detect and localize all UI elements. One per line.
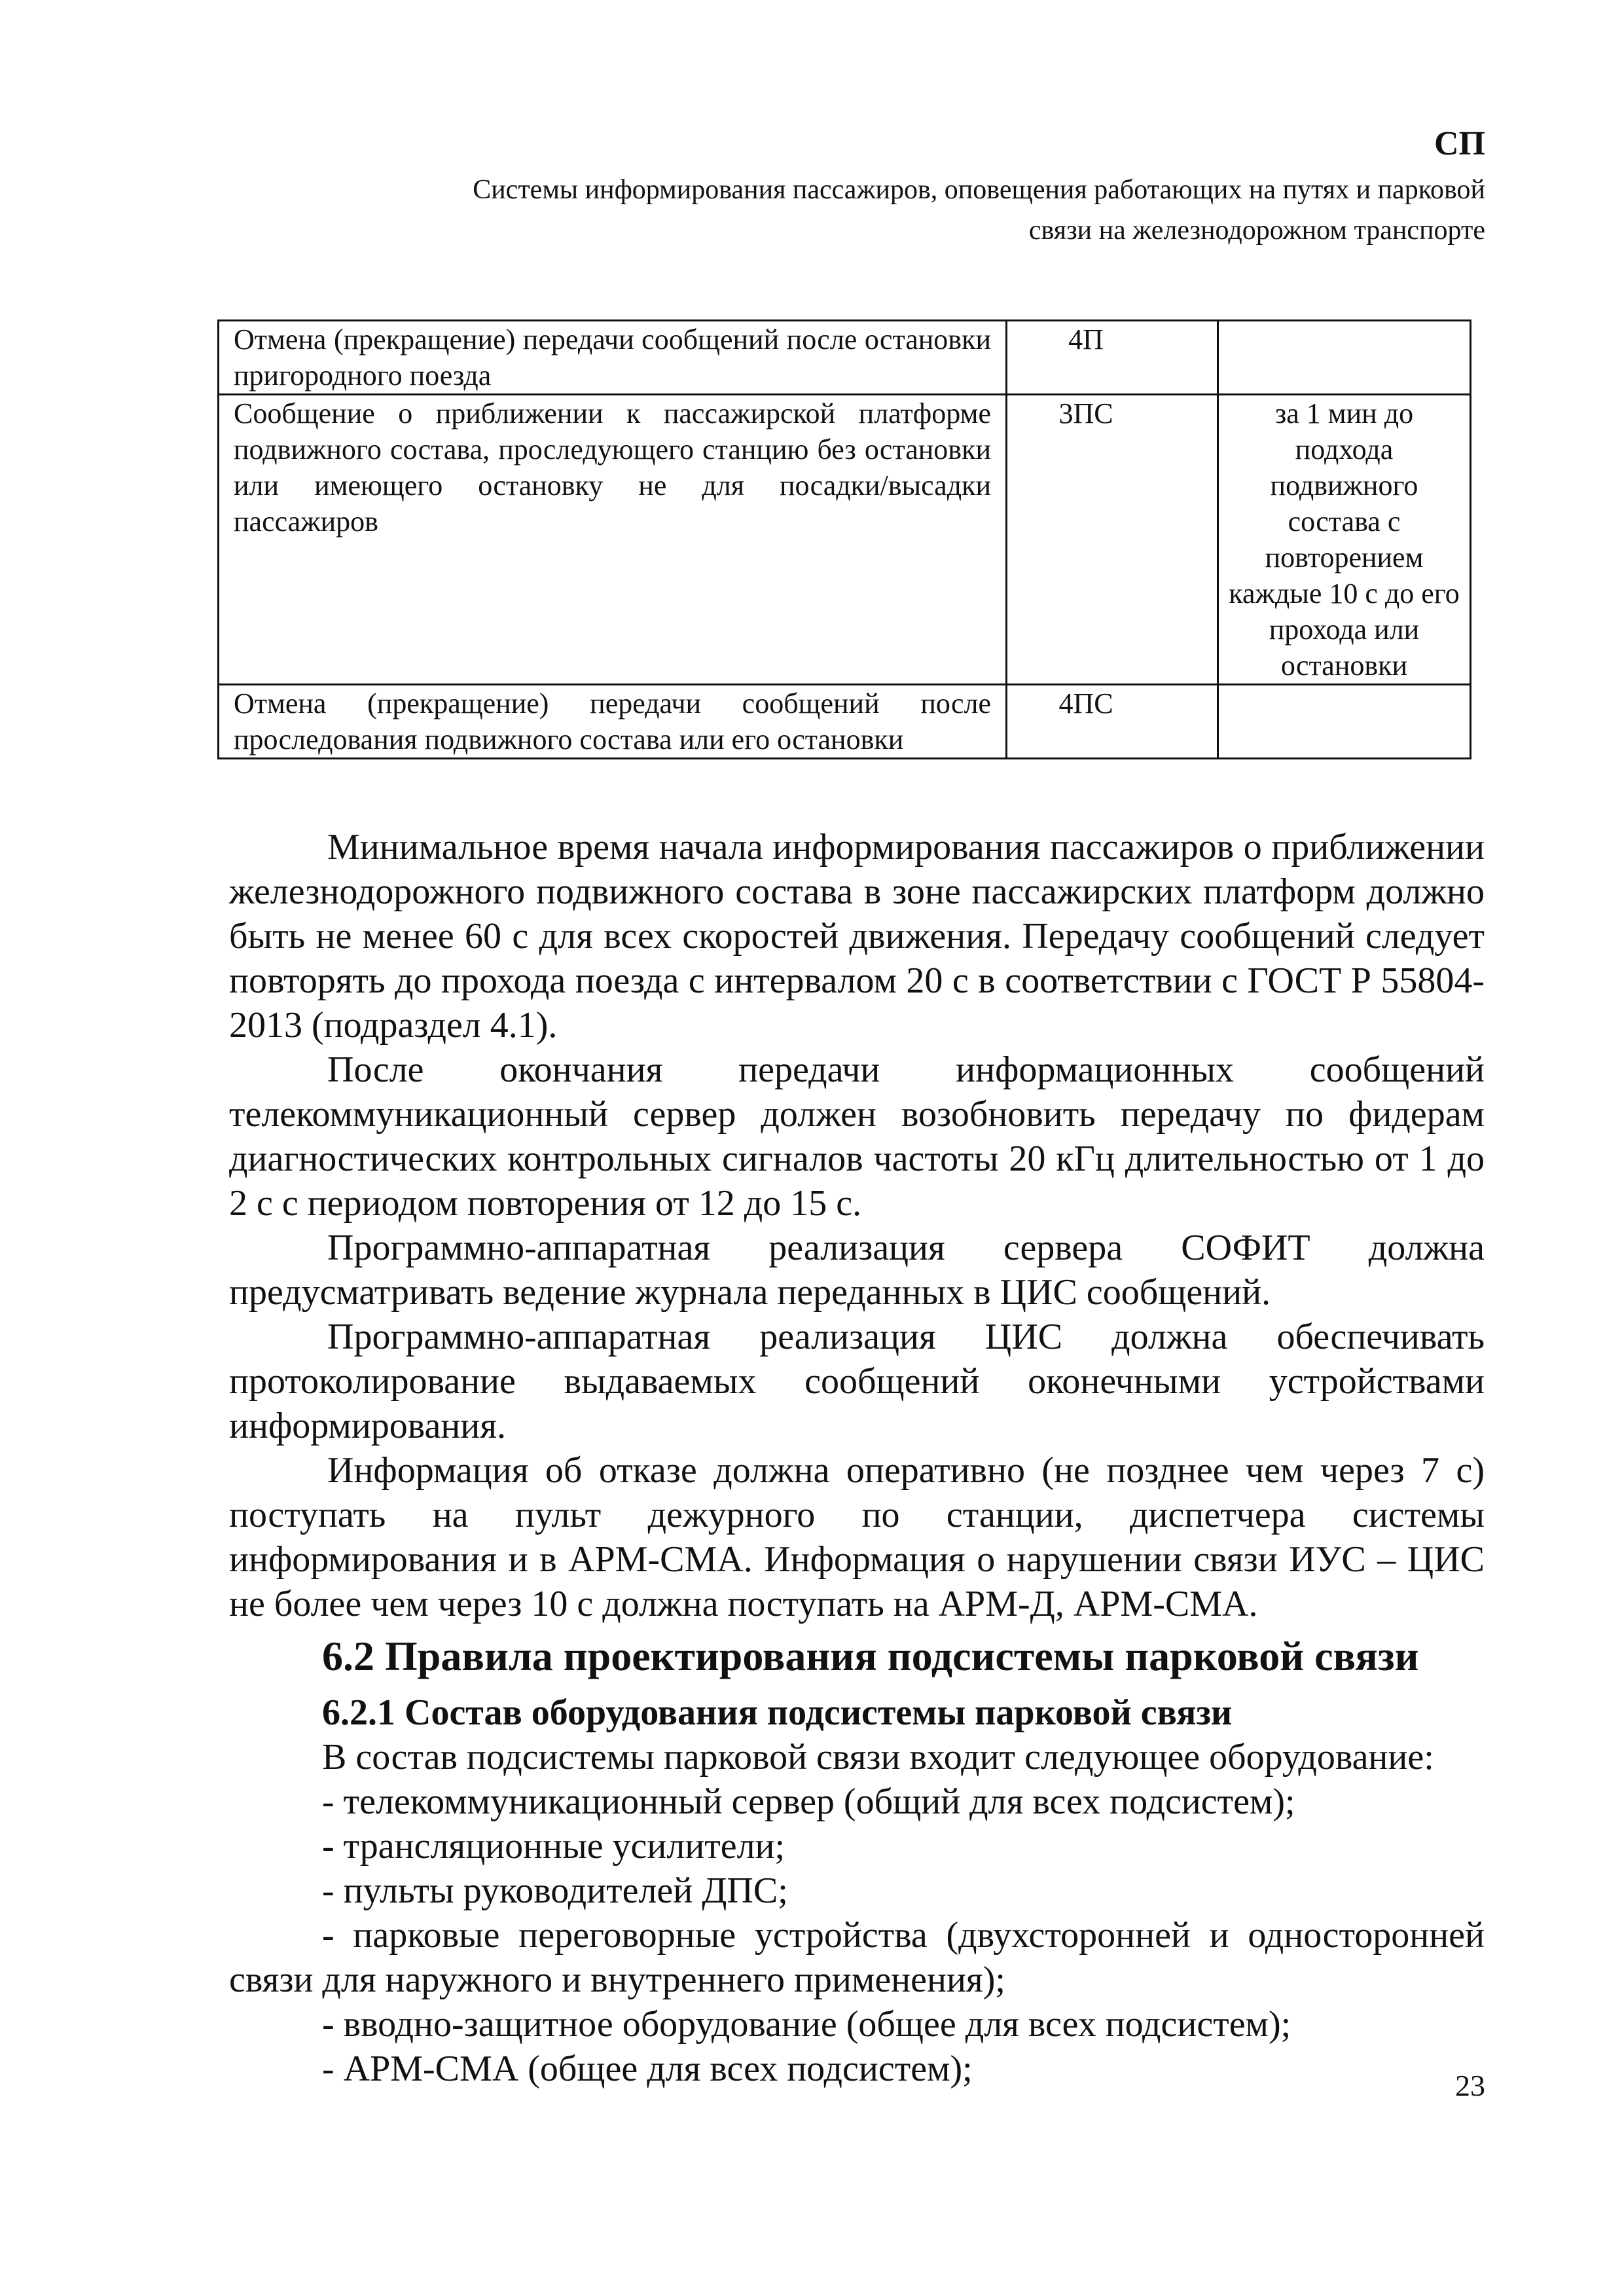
table-row	[219, 321, 1471, 395]
page-number: 23	[1455, 2069, 1485, 2102]
equipment-list	[229, 1735, 1485, 2091]
list-item: - телекоммуникационный сервер (общий для всех подсистем);	[322, 1781, 1295, 1822]
list-item: - парковые переговорные устройства (двухсторонней и односторонней связи для наружного и внутреннего применения);	[229, 1915, 1485, 2000]
list-item: - пульты руководителей ДПС;	[322, 1870, 788, 1911]
table-cell-code: 4ПС	[1007, 685, 1218, 759]
table-cell-timing: за 1 мин до подхода подвижного состава с повторением каждые 10 с до его прохода или остановки	[1218, 395, 1471, 685]
paragraph: Программно-аппаратная реализация ЦИС должна обеспечивать протоколирование выдаваемых сообщений оконечными устройствами информирования.	[229, 1317, 1485, 1446]
document-title-line-2: связи на железнодорожном транспорте	[1028, 215, 1485, 246]
list-item: - вводно-защитное оборудование (общее для всех подсистем);	[322, 2004, 1291, 2045]
body-text	[229, 825, 1485, 1626]
list-item: - трансляционные усилители;	[322, 1826, 785, 1867]
table-row	[219, 395, 1471, 685]
list-intro: В состав подсистемы парковой связи входит следующее оборудование:	[322, 1737, 1434, 1777]
list-item: - АРМ-СМА (общее для всех подсистем);	[322, 2049, 973, 2089]
table-cell-message: Отмена (прекращение) передачи сообщений после проследования подвижного состава или его остановки	[219, 685, 1007, 759]
paragraph: После окончания передачи информационных сообщений телекоммуникационный сервер должен возобновить передачу по фидерам диагностических контрольных сигналов частоты 20 кГц длительностью от 1 до 2 с с периодом повторения от 12 до 15 с.	[229, 1049, 1485, 1224]
message-table	[217, 319, 1471, 759]
table-cell-code: 4П	[1007, 321, 1218, 395]
table-cell-timing	[1218, 321, 1471, 395]
table-cell-code: 3ПС	[1007, 395, 1218, 685]
document-code: СП	[1434, 125, 1485, 162]
table-cell-message: Сообщение о приближении к пассажирской платформе подвижного состава, проследующего станцию без остановки или имеющего остановку не для посадки/высадки пассажиров	[219, 395, 1007, 685]
paragraph: Программно-аппаратная реализация сервера СОФИТ должна предусматривать ведение журнала переданных в ЦИС сообщений.	[229, 1228, 1485, 1313]
paragraph: Минимальное время начала информирования пассажиров о приближении железнодорожного подвижного состава в зоне пассажирских платформ должно быть не менее 60 с для всех скоростей движения. Передачу сообщений следует повторять до прохода поезда с интервалом 20 с в соответствии с ГОСТ Р 55804-2013 (подраздел 4.1).	[229, 827, 1485, 1046]
subsection-heading: 6.2.1 Состав оборудования подсистемы парковой связи	[322, 1692, 1233, 1733]
table-cell-timing	[1218, 685, 1471, 759]
document-title-line-1: Системы информирования пассажиров, оповещения работающих на путях и парковой	[473, 175, 1485, 205]
table-cell-message: Отмена (прекращение) передачи сообщений после остановки пригородного поезда	[219, 321, 1007, 395]
table-row	[219, 685, 1471, 759]
paragraph: Информация об отказе должна оперативно (не позднее чем через 7 с) поступать на пульт дежурного по станции, диспетчера системы информирования и в АРМ-СМА. Информация о нарушении связи ИУС – ЦИС не более чем через 10 с должна поступать на АРМ-Д, АРМ-СМА.	[229, 1450, 1485, 1624]
section-heading: 6.2 Правила проектирования подсистемы парковой связи	[322, 1633, 1419, 1679]
